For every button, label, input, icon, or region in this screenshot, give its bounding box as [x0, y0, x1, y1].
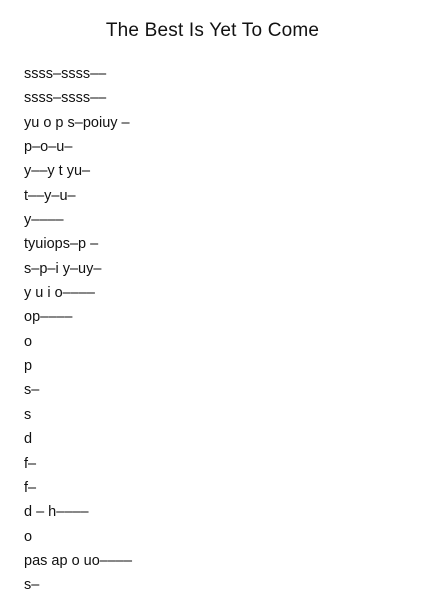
notation-line: f– — [24, 455, 37, 472]
notation-line: t––y–u– — [24, 187, 76, 204]
notation-line: d – h–––– — [24, 504, 89, 521]
notation-lines — [24, 64, 132, 600]
notation-line: yu o p s–poiuy – — [24, 114, 130, 131]
notation-line: s– — [24, 382, 40, 399]
notation-line: op–––– — [24, 309, 73, 326]
document-title: The Best Is Yet To Come — [105, 20, 320, 41]
notation-line: tyuiops–p – — [24, 236, 99, 253]
notation-line: s– — [24, 577, 40, 594]
notation-line: y––y t yu– — [24, 163, 91, 180]
notation-line: p–o–u– — [24, 139, 73, 156]
notation-line: d — [24, 431, 33, 448]
notation-line: o — [24, 528, 33, 545]
notation-line: f– — [24, 479, 37, 496]
notation-line: y–––– — [24, 212, 64, 229]
notation-line: y u i o–––– — [24, 285, 95, 302]
notation-line: o — [24, 333, 33, 350]
notation-line: s — [24, 406, 32, 423]
notation-line: p — [24, 358, 33, 375]
notation-line: ssss–ssss–– — [24, 66, 107, 82]
notation-line: pas ap o uo–––– — [24, 552, 133, 569]
notation-line: ssss–ssss–– — [24, 90, 107, 107]
notation-line: s–p–i y–uy– — [24, 260, 102, 277]
